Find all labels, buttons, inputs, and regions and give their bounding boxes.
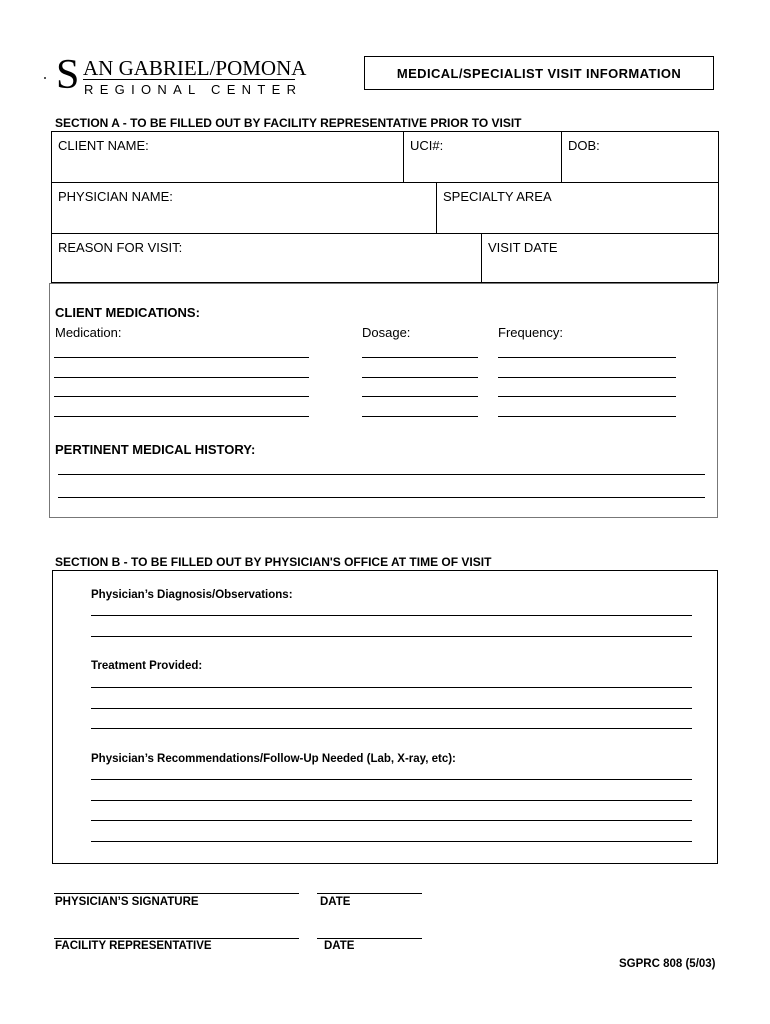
facility-date-label: DATE	[324, 940, 355, 952]
facility-rep-label: FACILITY REPRESENTATIVE	[55, 940, 212, 952]
recommendations-line-2[interactable]	[91, 800, 692, 801]
frequency-line-2[interactable]	[498, 377, 676, 378]
physician-signature-label: PHYSICIAN’S SIGNATURE	[55, 896, 199, 908]
logo-initial: S	[56, 52, 80, 98]
frequency-line-3[interactable]	[498, 396, 676, 397]
dob-field[interactable]	[561, 131, 719, 183]
logo-rule	[83, 79, 295, 80]
physician-name-label: PHYSICIAN NAME:	[58, 189, 173, 204]
medication-line-4[interactable]	[54, 416, 309, 417]
physician-name-field[interactable]	[51, 182, 437, 234]
diagnosis-label: Physician’s Diagnosis/Observations:	[91, 589, 293, 601]
medication-line-2[interactable]	[54, 377, 309, 378]
history-line-1[interactable]	[58, 474, 705, 475]
visit-date-field[interactable]	[481, 233, 719, 283]
medication-line-1[interactable]	[54, 357, 309, 358]
facility-rep-signature-line[interactable]	[54, 938, 299, 939]
frequency-column-label: Frequency:	[498, 325, 564, 340]
facility-date-line[interactable]	[317, 938, 422, 939]
client-name-field[interactable]	[51, 131, 404, 183]
diagnosis-line-1[interactable]	[91, 615, 692, 616]
specialty-field[interactable]	[436, 182, 719, 234]
recommendations-line-1[interactable]	[91, 779, 692, 780]
logo-subtitle: REGIONAL CENTER	[84, 82, 303, 97]
reason-label: REASON FOR VISIT:	[58, 240, 183, 255]
dosage-line-2[interactable]	[362, 377, 478, 378]
dob-label: DOB:	[568, 138, 600, 153]
treatment-line-2[interactable]	[91, 708, 692, 709]
treatment-label: Treatment Provided:	[91, 660, 203, 672]
visit-date-label: VISIT DATE	[488, 240, 558, 255]
physician-date-line[interactable]	[317, 893, 422, 894]
decorative-dot	[44, 77, 46, 79]
dosage-line-4[interactable]	[362, 416, 478, 417]
specialty-label: SPECIALTY AREA	[443, 189, 552, 204]
section-a-heading: SECTION A - TO BE FILLED OUT BY FACILITY REPRESENTATIVE PRIOR TO VISIT	[55, 116, 522, 130]
medications-heading: CLIENT MEDICATIONS:	[55, 305, 200, 320]
dosage-column-label: Dosage:	[362, 325, 411, 340]
treatment-line-3[interactable]	[91, 728, 692, 729]
form-code: SGPRC 808 (5/03)	[619, 958, 716, 970]
physician-signature-line[interactable]	[54, 893, 299, 894]
section-b-heading: SECTION B - TO BE FILLED OUT BY PHYSICIAN'S OFFICE AT TIME OF VISIT	[55, 555, 492, 569]
recommendations-line-4[interactable]	[91, 841, 692, 842]
form-title: MEDICAL/SPECIALIST VISIT INFORMATION	[364, 56, 714, 90]
client-name-label: CLIENT NAME:	[58, 138, 149, 153]
frequency-line-1[interactable]	[498, 357, 676, 358]
history-line-2[interactable]	[58, 497, 705, 498]
history-heading: PERTINENT MEDICAL HISTORY:	[55, 442, 256, 457]
diagnosis-line-2[interactable]	[91, 636, 692, 637]
frequency-line-4[interactable]	[498, 416, 676, 417]
physician-date-label: DATE	[320, 896, 351, 908]
medication-line-3[interactable]	[54, 396, 309, 397]
recommendations-line-3[interactable]	[91, 820, 692, 821]
logo-title: AN GABRIEL/POMONA	[83, 56, 307, 80]
treatment-line-1[interactable]	[91, 687, 692, 688]
reason-field[interactable]	[51, 233, 482, 283]
medication-column-label: Medication:	[55, 325, 122, 340]
dosage-line-3[interactable]	[362, 396, 478, 397]
uci-field[interactable]	[403, 131, 562, 183]
uci-label: UCI#:	[410, 138, 444, 153]
dosage-line-1[interactable]	[362, 357, 478, 358]
recommendations-label: Physician’s Recommendations/Follow-Up Needed (Lab, X-ray, etc):	[91, 753, 456, 765]
